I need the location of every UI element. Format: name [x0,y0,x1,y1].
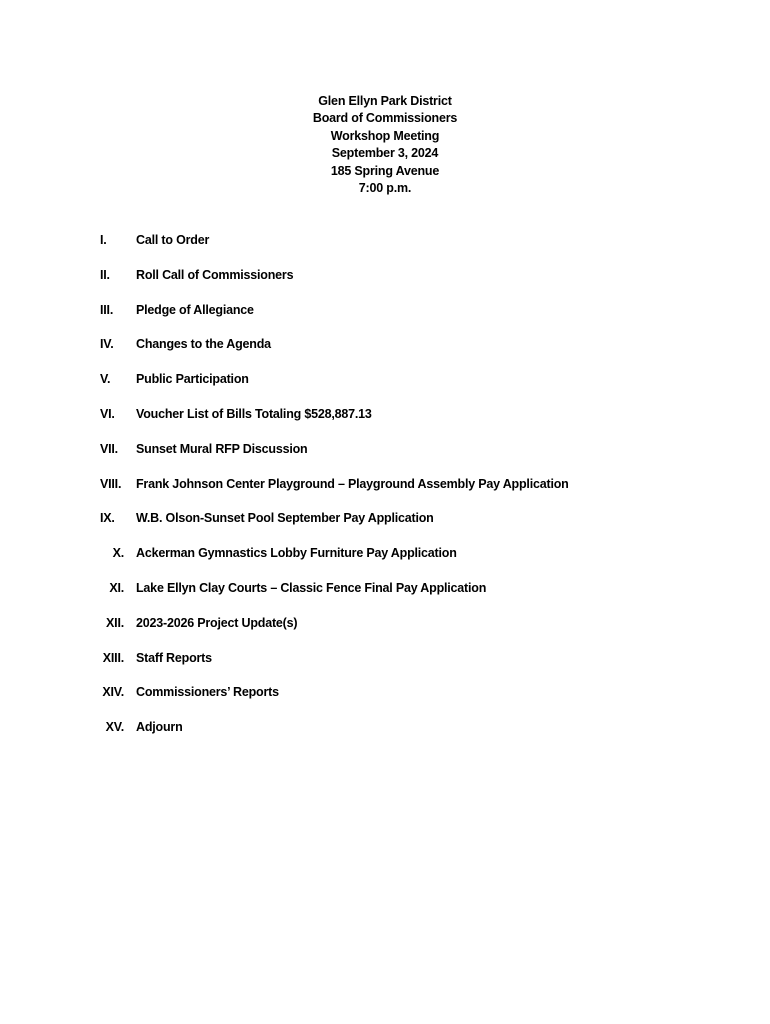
agenda-item-text: Voucher List of Bills Totaling $528,887.13 [136,406,372,421]
agenda-item-text: Changes to the Agenda [136,337,271,352]
agenda-item-text: Adjourn [136,720,183,735]
agenda-item-number: XV. [105,720,124,735]
agenda-item-number: X. [112,546,124,561]
agenda-item-text: Ackerman Gymnastics Lobby Furniture Pay Application [136,546,457,561]
agenda-item-number: II. [100,267,110,282]
agenda-item-number: XIII. [102,650,124,665]
agenda-item [0,719,770,754]
agenda-item-number: XI. [109,580,124,595]
agenda-item [0,336,770,371]
agenda-item-number: V. [100,372,111,387]
agenda-item-text: Sunset Mural RFP Discussion [136,441,308,456]
agenda-item [0,232,770,267]
agenda-item [0,545,770,580]
agenda-item-number: XII. [106,615,124,630]
agenda-item-number: III. [100,302,114,317]
agenda-item [0,406,770,441]
meeting-header [0,93,770,197]
meeting-type: Workshop Meeting [330,128,440,143]
agenda-item [0,580,770,615]
agenda-item [0,267,770,302]
agenda-item [0,302,770,337]
meeting-location: 185 Spring Avenue [330,163,440,178]
agenda-item [0,476,770,511]
agenda-item [0,650,770,685]
meeting-date: September 3, 2024 [331,146,439,161]
agenda-item-text: Call to Order [136,233,210,247]
agenda-item-text: Frank Johnson Center Playground – Playground Assembly Pay Application [136,476,569,491]
agenda-list [0,232,770,754]
agenda-item-text: Pledge of Allegiance [136,302,254,317]
agenda-item-number: XIV. [102,685,124,700]
agenda-item-text: Commissioners’ Reports [136,685,279,700]
agenda-item-number: VII. [100,441,118,456]
organization-name: Glen Ellyn Park District [318,94,452,108]
agenda-item [0,684,770,719]
agenda-item-number: VIII. [100,476,122,491]
agenda-item-text: Public Participation [136,372,249,387]
agenda-item-text: Staff Reports [136,650,212,665]
agenda-item-text: Roll Call of Commissioners [136,267,294,282]
governing-body: Board of Commissioners [312,111,458,126]
agenda-item-number: I. [100,233,107,247]
agenda-item [0,615,770,650]
agenda-item [0,510,770,545]
agenda-item [0,371,770,406]
meeting-time: 7:00 p.m. [358,181,412,196]
agenda-item-number: VI. [100,406,115,421]
agenda-item [0,441,770,476]
agenda-item-text: Lake Ellyn Clay Courts – Classic Fence Final Pay Application [136,580,487,595]
agenda-item-text: W.B. Olson-Sunset Pool September Pay Application [136,511,434,526]
agenda-item-text: 2023-2026 Project Update(s) [136,615,298,630]
agenda-item-number: IV. [100,337,114,352]
agenda-item-number: IX. [100,511,115,526]
